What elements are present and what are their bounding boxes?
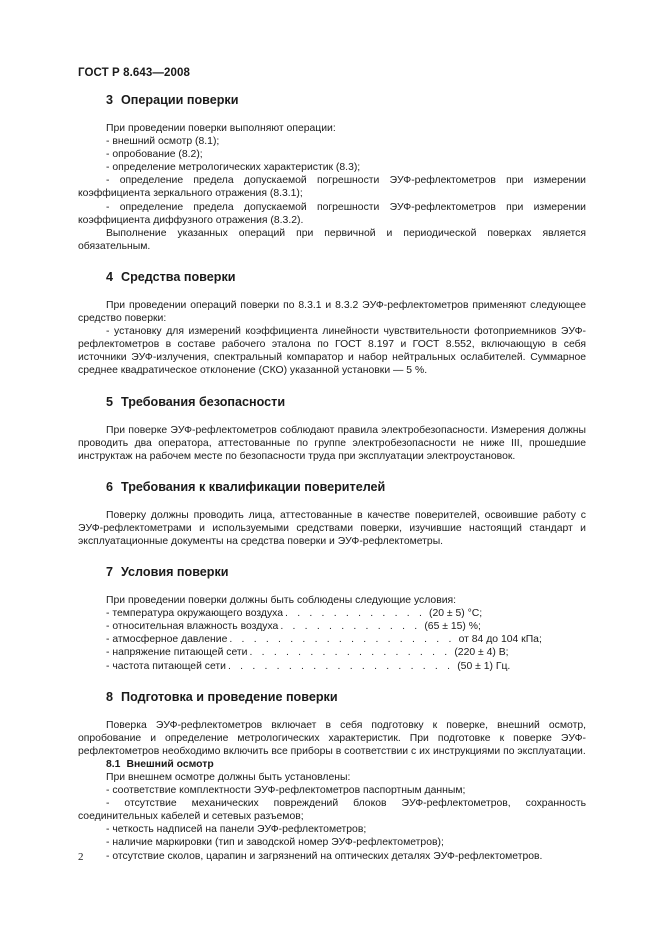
subsection-number: 8.1: [106, 758, 121, 770]
section-title: Подготовка и проведение поверки: [121, 689, 338, 704]
condition-label: - атмосферное давление: [106, 634, 228, 646]
condition-label: - относительная влажность воздуха: [106, 621, 279, 633]
section-number: 4: [106, 269, 114, 284]
section-title: Требования безопасности: [121, 394, 286, 409]
section-6: [78, 479, 586, 548]
condition-dots: . . . . . . . . . . . . . . . . . . .: [229, 634, 455, 646]
section-5: [78, 394, 586, 463]
section-number: 3: [106, 93, 114, 107]
paragraph: При поверке ЭУФ-рефлектометров соблюдают правила электробезопасности. Измерения должны проводить два оператора, аттестованные по группе электробезопасности не ниже III, прошедшие инструктаж на рабочем месте по безопасности труда при эксплуатации электроустановок.: [78, 424, 586, 462]
list-item: - соответствие комплектности ЭУФ-рефлектометров паспортным данным;: [106, 785, 466, 797]
list-item: - определение предела допускаемой погрешности ЭУФ-рефлектометров при измерении коэффициента диффузного отражения (8.3.2).: [78, 201, 586, 226]
paragraph: - установку для измерений коэффициента линейности чувствительности фотоприемников ЭУФ-рефлектометров в составе рабочего эталона по ГОСТ 8.197 и ГОСТ 8.552, включающую в себя источники ЭУФ-излучения, спектральный компаратор и набор нейтральных ослабителей. Суммарное среднее квадратическое отклонение (СКО) указанной установки — 5 %.: [78, 326, 586, 377]
paragraph: При проведении поверки должны быть соблюдены следующие условия:: [106, 595, 457, 607]
page-number: 2: [78, 851, 84, 863]
list-item: - внешний осмотр (8.1);: [106, 136, 220, 148]
list-item: - четкость надписей на панели ЭУФ-рефлектометров;: [106, 824, 367, 836]
condition-dots: . . . . . . . . . . . . . . . . .: [249, 647, 451, 659]
condition-label: - частота питающей сети: [106, 660, 226, 672]
document-header: ГОСТ Р 8.643—2008: [78, 67, 190, 79]
section-7: [78, 564, 586, 673]
list-item: - определение предела допускаемой погрешности ЭУФ-рефлектометров при измерении коэффициента зеркального отражения (8.3.1);: [78, 175, 586, 200]
condition-value: (65 ± 15) %;: [424, 621, 481, 633]
section-6-heading: [78, 479, 586, 495]
section-number: 7: [106, 565, 114, 580]
condition-value: (20 ± 5) °С;: [429, 608, 483, 620]
list-item: - опробование (8.2);: [106, 149, 203, 161]
section-title: Средства поверки: [121, 269, 236, 284]
condition-row: [106, 660, 586, 673]
section-5-heading: [78, 394, 586, 410]
condition-dots: . . . . . . . . . . . .: [280, 621, 421, 633]
condition-row: [106, 607, 586, 620]
paragraph: Выполнение указанных операций при первичной и периодической поверках является обязательным.: [78, 227, 586, 252]
condition-label: - температура окружающего воздуха: [106, 608, 284, 620]
condition-dots: . . . . . . . . . . . . . . . . . . .: [227, 660, 454, 672]
condition-value: от 84 до 104 кПа;: [458, 634, 542, 646]
section-8-heading: [78, 689, 586, 705]
subsection-title: Внешний осмотр: [126, 758, 214, 770]
section-title: Требования к квалификации поверителей: [121, 479, 386, 494]
section-8: [78, 689, 586, 863]
list-item: - отсутствие механических повреждений блоков ЭУФ-рефлектометров, сохранность соединительных кабелей и сетевых разъемов;: [78, 798, 586, 823]
section-title: Условия поверки: [121, 565, 229, 580]
condition-value: (50 ± 1) Гц.: [457, 660, 511, 672]
section-number: 5: [106, 394, 114, 409]
condition-row: [106, 646, 586, 659]
paragraph: При проведении поверки выполняют операции:: [106, 123, 336, 134]
section-7-heading: [78, 564, 586, 580]
paragraph: При внешнем осмотре должны быть установлены:: [106, 772, 351, 783]
paragraph: Поверка ЭУФ-рефлектометров включает в себя подготовку к поверке, внешний осмотр, опробование и определение метрологических характеристик. При подготовке к поверке ЭУФ-рефлектометров необходимо включить все приборы в соответствии с их инструкциями по эксплуатации.: [78, 719, 586, 757]
condition-dots: . . . . . . . . . . . .: [285, 608, 426, 620]
condition-row: [106, 620, 586, 633]
condition-row: [106, 633, 586, 646]
list-item: - определение метрологических характеристик (8.3);: [106, 162, 361, 174]
section-number: 6: [106, 479, 114, 494]
paragraph: Поверку должны проводить лица, аттестованные в качестве поверителей, освоившие работу с ЭУФ-рефлектометрами и используемыми средствами поверки, изучившие настоящий стандарт и эксплуатационные документы на средства поверки и ЭУФ-рефлектометры.: [78, 509, 586, 547]
subsection-8-1-heading: [78, 758, 586, 771]
conditions-list: [78, 607, 586, 672]
list-item: - наличие маркировки (тип и заводской номер ЭУФ-рефлектометров);: [106, 837, 444, 849]
section-4-heading: [78, 269, 586, 285]
document-body: [78, 92, 586, 863]
section-3-heading: [78, 92, 586, 108]
condition-label: - напряжение питающей сети: [106, 647, 248, 659]
section-title: Операции поверки: [121, 93, 239, 107]
section-4: [78, 269, 586, 378]
section-number: 8: [106, 689, 114, 704]
list-item: - отсутствие сколов, царапин и загрязнений на оптических деталях ЭУФ-рефлектометров.: [106, 850, 543, 862]
paragraph: При проведении операций поверки по 8.3.1 и 8.3.2 ЭУФ-рефлектометров применяют следующее средство поверки:: [78, 299, 586, 325]
section-3: [78, 92, 586, 253]
condition-value: (220 ± 4) В;: [454, 647, 509, 659]
